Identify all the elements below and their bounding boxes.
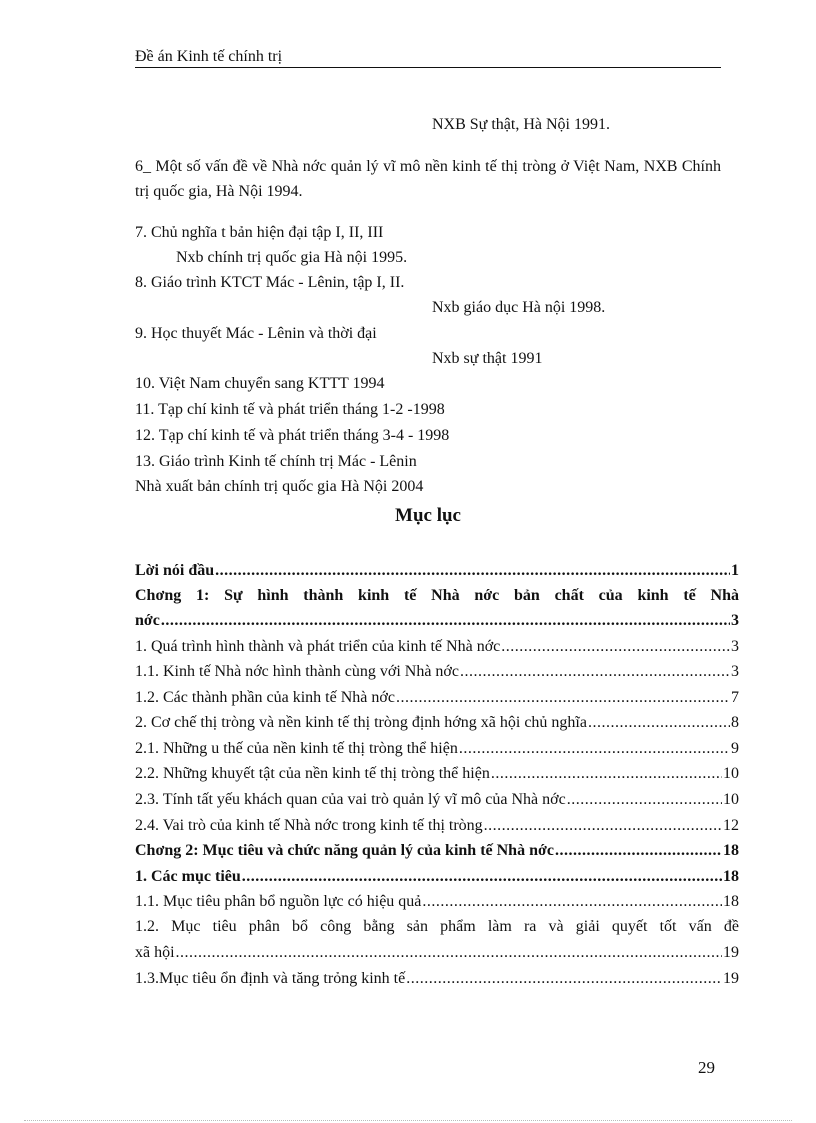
- toc-entry-text: 2.2. Những khuyết tật của nền kinh tế thị tròng thể hiện: [135, 765, 490, 782]
- reference-8-title: 8. Giáo trình KTCT Mác - Lênin, tập I, II.: [135, 274, 405, 291]
- toc-leader: [588, 714, 730, 732]
- toc-entry-page: 12: [723, 817, 739, 834]
- toc-title: Mục lục: [395, 505, 461, 526]
- toc-entry-page: 10: [723, 791, 739, 808]
- toc-entry: [135, 817, 739, 835]
- toc-leader: [567, 791, 722, 809]
- toc-entry-text: 2. Cơ chế thị tròng và nền kinh tế thị tròng định hớng xã hội chủ nghĩa: [135, 714, 587, 731]
- toc-entry: [135, 765, 739, 783]
- toc-leader: [491, 765, 722, 783]
- toc-entry-page: 3: [731, 638, 739, 655]
- toc-entry-page: 10: [723, 765, 739, 782]
- page-number: 29: [698, 1058, 715, 1077]
- toc-entry-page: 9: [731, 740, 739, 757]
- toc-entry-text: 1.2. Các thành phần của kinh tế Nhà nớc: [135, 689, 395, 706]
- page-bottom-divider: [24, 1120, 792, 1121]
- toc-leader: [459, 740, 730, 758]
- toc-entry-page: 19: [723, 970, 739, 987]
- toc-entry-text: 1. Các mục tiêu: [135, 868, 241, 885]
- toc-leader: [215, 562, 730, 580]
- toc-entry-text: 1.3.Mục tiêu ổn định và tăng trỏng kinh tế: [135, 970, 406, 987]
- reference-11: 11. Tạp chí kinh tế và phát triển tháng 1-2 -1998: [135, 401, 445, 418]
- toc-entry: [135, 868, 739, 886]
- reference-13-title: 13. Giáo trình Kinh tế chính trị Mác - Lênin: [135, 453, 417, 470]
- toc-leader: [460, 663, 730, 681]
- toc-entry-text: nớc: [135, 612, 160, 629]
- toc-entry: [135, 791, 739, 809]
- reference-9-title: 9. Học thuyết Mác - Lênin và thời đại: [135, 325, 377, 342]
- toc-entry-text: 1.1. Kinh tế Nhà nớc hình thành cùng với Nhà nớc: [135, 663, 459, 680]
- toc-entry: [135, 842, 739, 860]
- reference-7-publisher: Nxb chính trị quốc gia Hà nội 1995.: [176, 249, 408, 266]
- toc-entry-text: 2.3. Tính tất yếu khách quan của vai trò quản lý vĩ mô của Nhà nớc: [135, 791, 566, 808]
- toc-leader: [396, 689, 730, 707]
- toc-entry-page: 18: [723, 893, 739, 910]
- toc-entry: [135, 893, 739, 911]
- toc-leader: [422, 893, 722, 911]
- toc-entry-page: 1: [731, 562, 739, 579]
- toc-entry-text: 2.1. Những u thế của nền kinh tế thị tròng thể hiện: [135, 740, 458, 757]
- toc-entry-page: 19: [723, 944, 739, 961]
- toc-entry: [135, 663, 739, 681]
- toc-entry-page: 3: [731, 612, 739, 629]
- toc-entry: [135, 944, 739, 962]
- toc-entry: [135, 612, 739, 630]
- toc-entry: [135, 638, 739, 656]
- toc-leader: [406, 970, 722, 988]
- toc-leader: [176, 944, 722, 962]
- toc-entry-text: 2.4. Vai trò của kinh tế Nhà nớc trong kinh tế thị tròng: [135, 817, 483, 834]
- toc-entry: [135, 970, 739, 988]
- toc-entry-page: 8: [731, 714, 739, 731]
- toc-entry-page: 7: [731, 689, 739, 706]
- toc-entry-text: Lời nói đầu: [135, 562, 215, 579]
- reference-12: 12. Tạp chí kinh tế và phát triển tháng 3-4 - 1998: [135, 427, 450, 444]
- reference-7-title: 7. Chủ nghĩa t bản hiện đại tập I, II, III: [135, 224, 384, 241]
- page-header: Đề án Kinh tế chính trị: [135, 48, 721, 68]
- reference-6: 6_ Một số vấn đề về Nhà nớc quản lý vĩ mô nền kinh tế thị tròng ở Việt Nam, NXB Chính trị quốc gia, Hà Nội 1994.: [135, 158, 721, 200]
- reference-8-publisher: Nxb giáo dục Hà nội 1998.: [432, 299, 606, 316]
- toc-entry-page: 18: [723, 842, 739, 859]
- toc-entry-line1: Chơng 1: Sự hình thành kinh tế Nhà nớc bản chất của kinh tế Nhà: [135, 587, 739, 604]
- toc-entry-text: Chơng 2: Mục tiêu và chức năng quản lý của kinh tế Nhà nớc: [135, 842, 554, 859]
- toc-entry: [135, 740, 739, 758]
- toc-entry-line1: 1.2. Mục tiêu phân bổ công bằng sản phẩm làm ra và giải quyết tốt vấn đề: [135, 918, 739, 935]
- reference-10: 10. Việt Nam chuyển sang KTTT 1994: [135, 375, 385, 392]
- toc-entry-page: 3: [731, 663, 739, 680]
- toc-entry: [135, 689, 739, 707]
- toc-entry-text: 1.1. Mục tiêu phân bổ nguồn lực có hiệu quả: [135, 893, 422, 910]
- toc-entry-text: 1. Quá trình hình thành và phát triển của kinh tế Nhà nớc: [135, 638, 501, 655]
- reference-5-publisher: NXB Sự thật, Hà Nội 1991.: [432, 116, 610, 133]
- reference-13-publisher: Nhà xuất bản chính trị quốc gia Hà Nội 2004: [135, 478, 424, 495]
- toc-entry: [135, 562, 739, 580]
- toc-entry-page: 18: [723, 868, 739, 885]
- reference-9-publisher: Nxb sự thật 1991: [432, 350, 543, 367]
- toc-leader: [161, 612, 730, 630]
- toc-leader: [484, 817, 722, 835]
- toc-leader: [555, 842, 722, 860]
- toc-entry: [135, 714, 739, 732]
- toc-leader: [242, 868, 722, 886]
- toc-entry-text: xã hội: [135, 944, 175, 961]
- toc-leader: [501, 638, 730, 656]
